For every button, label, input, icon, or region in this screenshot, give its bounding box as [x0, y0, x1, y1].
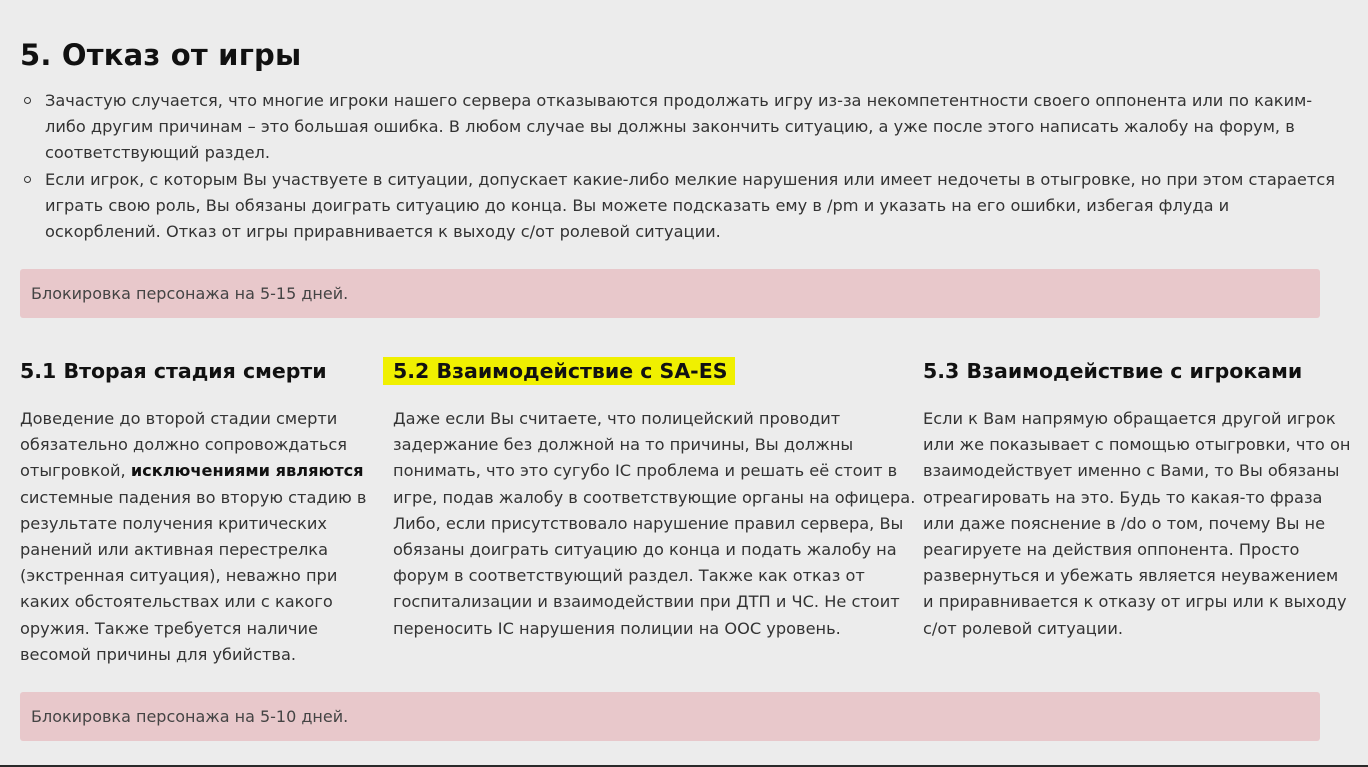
subsection-title: 5.1 Вторая стадия смерти — [20, 359, 327, 383]
subsection-sa-es — [393, 354, 923, 642]
highlighted-title: 5.2 Взаимодействие с SA-ES — [383, 357, 735, 385]
text-part: Доведение до второй стадии смерти обязательно должно сопровождаться отыгровкой, — [20, 409, 348, 481]
subsection-title — [393, 354, 923, 388]
section-title: 5. Отказ от игры — [20, 38, 302, 72]
rule-text: Зачастую случается, что многие игроки нашего сервера отказываются продолжать игру из-за некомпетентности своего оппонента или по каким-либо другим причинам – это большая ошибка. В любом случае вы должны закончить ситуацию, а уже после этого написать жалобу на форум, в соответствующий раздел. — [45, 91, 1313, 163]
rule-text: Если игрок, с которым Вы участвуете в ситуации, допускает какие-либо мелкие нарушения или имеет недочеты в отыгровке, но при этом старается играть свою роль, Вы обязаны доиграть ситуацию до конца. Вы можете подсказать ему в /pm и указать на его ошибки, избегая флуда и оскорблений. Отказ от игры приравнивается к выходу с/от ролевой ситуации. — [45, 169, 1335, 242]
subsection-text: Даже если Вы считаете, что полицейский проводит задержание без должной на то причины, Вы должны понимать, что это сугубо IC проблема и решать её стоит в игре, подав жалобу в соответствующие органы на офицера. Либо, если присутствовало нарушение правил сервера, Вы обязаны доиграть ситуацию до конца и подать жалобу на форум в соответствующий раздел. Также как отказ от госпитализации и взаимодействии при ДТП и ЧС. Не стоит переносить IC нарушения полиции на ООС уровень. — [393, 409, 916, 638]
bold-text: исключениями являются — [130, 461, 364, 481]
penalty-banner: Блокировка персонажа на 5-15 дней. — [20, 269, 1320, 318]
subsection-title: 5.3 Взаимодействие с игроками — [923, 359, 1303, 383]
circle-bullet-icon — [24, 97, 31, 104]
penalty-banner: Блокировка персонажа на 5-10 дней. — [20, 692, 1320, 741]
subsection-players — [923, 354, 1353, 642]
text-part: системные падения во вторую стадию в результате получения критических ранений или активная перестрелка (экстренная ситуация), неважно при каких обстоятельствах или с какого оружия. Также требуется наличие весомой причины для убийства. — [20, 487, 367, 664]
subsection-text — [20, 406, 390, 668]
rule-item — [20, 88, 1342, 167]
rule-item — [20, 167, 1342, 246]
subsection-death-stage — [20, 354, 390, 668]
rules-list — [20, 88, 1342, 245]
subsection-text: Если к Вам напрямую обращается другой игрок или же показывает с помощью отыгровки, что он взаимодействует именно с Вами, то Вы обязаны отреагировать на это. Будь то какая-то фраза или даже пояснение в /do о том, почему Вы не реагируете на действия оппонента. Просто развернуться и убежать является неуважением и приравнивается к отказу от игры или к выходу с/от ролевой ситуации. — [923, 409, 1351, 638]
circle-bullet-icon — [24, 176, 31, 183]
